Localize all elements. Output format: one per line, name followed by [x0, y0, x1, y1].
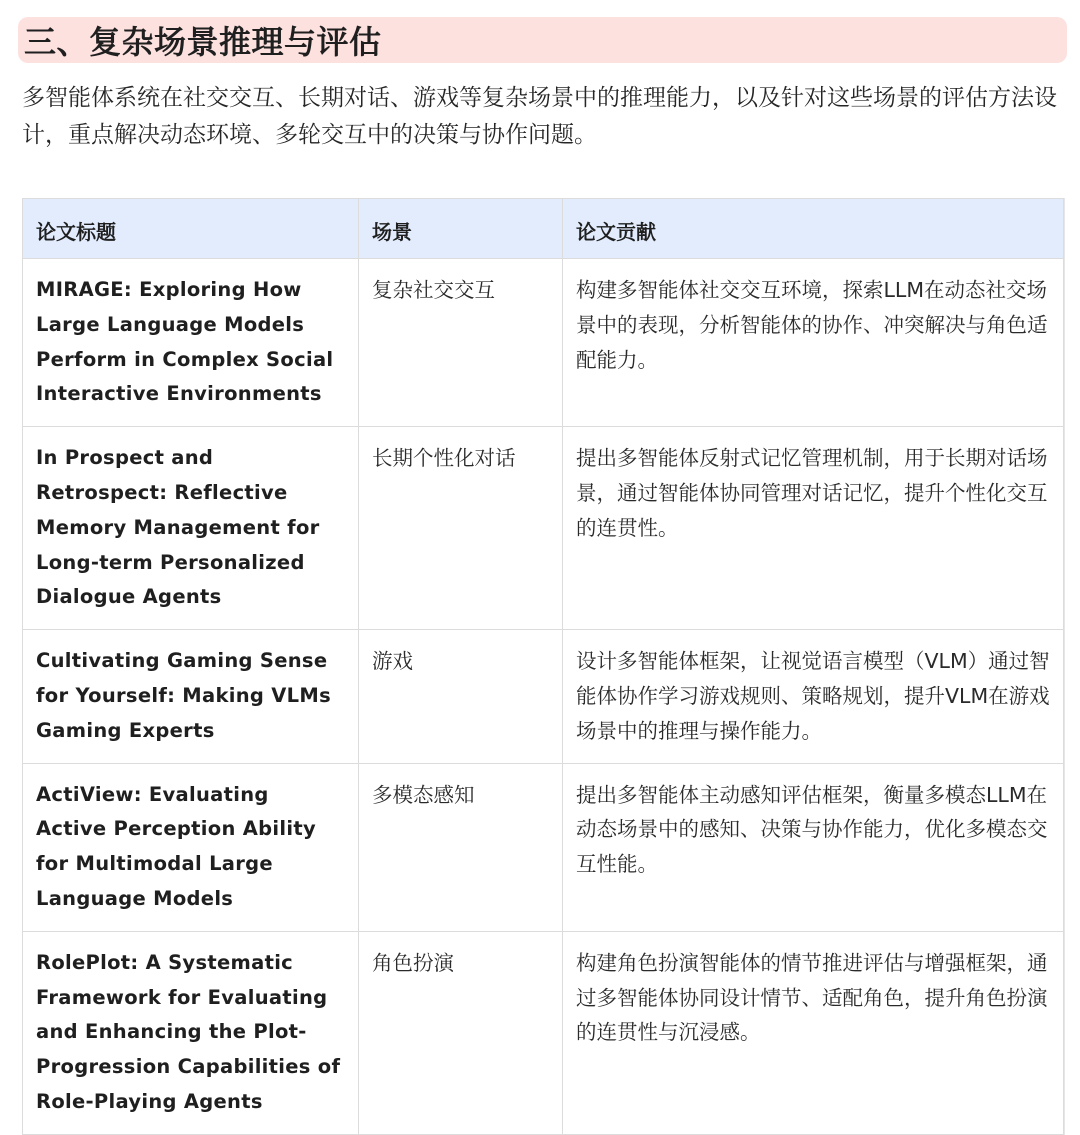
table-row	[23, 763, 1064, 931]
header-contribution: 论文贡献	[563, 199, 1064, 259]
section-heading	[18, 17, 1067, 63]
scene-cell: 复杂社交交互	[359, 259, 563, 427]
table-header	[23, 199, 1064, 259]
table-body	[23, 259, 1064, 1135]
papers-table	[22, 198, 1064, 1135]
table-row	[23, 427, 1064, 630]
header-paper-title: 论文标题	[23, 199, 359, 259]
scene-cell: 多模态感知	[359, 763, 563, 931]
scene-cell: 游戏	[359, 630, 563, 763]
scene-cell: 长期个性化对话	[359, 427, 563, 630]
header-scene: 场景	[359, 199, 563, 259]
paper-title-cell: RolePlot: A Systematic Framework for Evaluating and Enhancing the Plot-Progression Capabilities of Role-Playing Agents	[23, 931, 359, 1134]
table-row	[23, 630, 1064, 763]
scene-cell: 角色扮演	[359, 931, 563, 1134]
papers-table-container	[22, 198, 1065, 1135]
contribution-cell: 提出多智能体主动感知评估框架，衡量多模态LLM在动态场景中的感知、决策与协作能力，优化多模态交互性能。	[563, 763, 1064, 931]
table-row	[23, 259, 1064, 427]
contribution-cell: 构建角色扮演智能体的情节推进评估与增强框架，通过多智能体协同设计情节、适配角色，提升角色扮演的连贯性与沉浸感。	[563, 931, 1064, 1134]
paper-title-cell: Cultivating Gaming Sense for Yourself: Making VLMs Gaming Experts	[23, 630, 359, 763]
contribution-cell: 设计多智能体框架，让视觉语言模型（VLM）通过智能体协作学习游戏规则、策略规划，提升VLM在游戏场景中的推理与操作能力。	[563, 630, 1064, 763]
table-row	[23, 931, 1064, 1134]
paper-title-cell: ActiView: Evaluating Active Perception Ability for Multimodal Large Language Models	[23, 763, 359, 931]
paper-title-cell: MIRAGE: Exploring How Large Language Models Perform in Complex Social Interactive Environments	[23, 259, 359, 427]
contribution-cell: 提出多智能体反射式记忆管理机制，用于长期对话场景，通过智能体协同管理对话记忆，提升个性化交互的连贯性。	[563, 427, 1064, 630]
section-description: 多智能体系统在社交交互、长期对话、游戏等复杂场景中的推理能力，以及针对这些场景的评估方法设计，重点解决动态环境、多轮交互中的决策与协作问题。	[22, 85, 1057, 148]
table-header-row	[23, 199, 1064, 259]
paper-title-cell: In Prospect and Retrospect: Reflective Memory Management for Long-term Personalized Dialogue Agents	[23, 427, 359, 630]
contribution-cell: 构建多智能体社交交互环境，探索LLM在动态社交场景中的表现，分析智能体的协作、冲突解决与角色适配能力。	[563, 259, 1064, 427]
section-title: 三、复杂场景推理与评估	[24, 23, 382, 61]
